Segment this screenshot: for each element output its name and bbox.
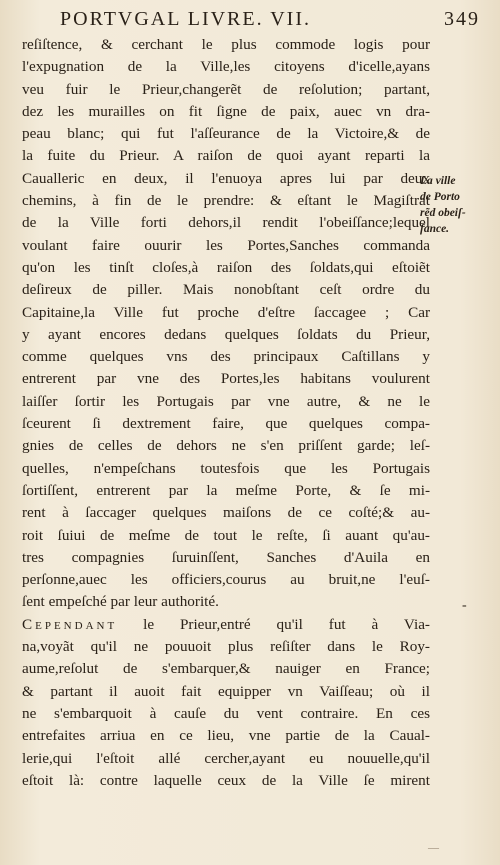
margin-note-line: ſance. [420, 223, 450, 235]
paragraph-first-line [22, 614, 430, 636]
page-number: 349 [444, 8, 480, 30]
text-line: entrerent par vne des Portes,les habitans voulurent [22, 370, 430, 388]
text-line: laiſſer ſortir les Portugais par vne autre, & ne le [22, 392, 430, 410]
text-line: Capitaine,la Ville fut proche d'eſtre ſaccagee ; Car [22, 303, 430, 321]
text-line: l'expugnation de la Ville,les citoyens d'icelle,ayans [22, 58, 430, 76]
text-line: Caualleric en deux, il l'enuoya apres lui par deux [22, 169, 430, 187]
running-title: PORTVGAL LIVRE. VII. [60, 8, 312, 30]
text-line: de la Ville forti dehors,il rendit l'obeiſſance;lequel [22, 214, 430, 232]
running-head [60, 8, 480, 32]
text-line: ne s'embarquoit à cauſe du vent contraire. En ces [22, 704, 430, 722]
text-line: ſent empeſché par leur authorité. [22, 593, 219, 611]
text-line: entrefaites arriua en ce lieu, vne partie de la Caual- [22, 727, 430, 745]
paragraph-opening-word: Cependant [22, 615, 118, 633]
text-line: perſonne,auec les officiers,courus au bruit,ne l'euſ- [22, 571, 430, 589]
text-line: deſireux de piller. Mais nonobſtant ceſt ordre du [22, 281, 430, 299]
text-line: aume,reſolut de s'embarquer,& nauiger en France; [22, 660, 430, 678]
text-line: peau blanc; qui fut l'aſſeurance de la Victoire,& de [22, 125, 430, 143]
margin-note [420, 173, 490, 237]
text-line: ſceurent ſi dextrement faire, que quelques compa- [22, 415, 430, 433]
margin-dash: - [462, 598, 467, 613]
margin-note-line: de Porto [420, 191, 460, 203]
text-line: & partant il auoit fait equipper vn Vaiſſeau; où il [22, 682, 430, 700]
text-line: comme quelques vns des principaux Caſtillans y [22, 348, 430, 366]
text-line: veu fuir le Prieur,changerẽt de reſolution; partant, [22, 80, 430, 98]
text-line: quelles, n'empeſchans toutesfois que les Portugais [22, 459, 430, 477]
text-line: lerie,qui l'eſtoit allé cercher,ayant eu nouuelle,qu'il [22, 749, 430, 767]
text-line: voulant faire ouurir les Portes,Sanches commanda [22, 236, 430, 254]
body-text [22, 34, 430, 792]
text-line: la fuite du Prieur. A raiſon de quoi ayant reparti la [22, 147, 430, 165]
text-line: qu'on les tinſt cloſes,à raiſon des ſoldats,qui eſtoiẽt [22, 258, 430, 276]
text-line: gnies de celles de dehors ne s'en priſſent garde; leſ- [22, 437, 430, 455]
text-line: roit ſuiui de meſme de tout le reſte, ſi auant qu'au- [22, 526, 430, 544]
margin-note-line: La ville [420, 175, 456, 187]
text-line: y ayant encores dedans quelques ſoldats du Prieur, [22, 325, 430, 343]
margin-note-line: rẽd obeiſ- [420, 207, 466, 219]
text-line: na,voyãt qu'il ne pouuoit plus reſiſter dans le Roy- [22, 638, 430, 656]
text-line: tres compagnies ſuruinſſent, Sanches d'Auila en [22, 548, 430, 566]
text-line: rent à ſaccager quelques maiſons de ce coſté;& au- [22, 504, 430, 522]
text-line: eſtoit là: contre laquelle ceux de la Ville ſe mirent [22, 771, 430, 789]
text-line: reſiſtence, & cerchant le plus commode logis pour [22, 36, 430, 53]
text-line: chemins, à fin de le prendre: & eſtant le Magiſtrat [22, 192, 430, 210]
paragraph-first-line-text: le Prieur,entré qu'il fut à Via- [143, 615, 430, 633]
corner-mark: — [428, 842, 439, 854]
text-line: dez les murailles on fit ſigne de paix, auec vn dra- [22, 102, 430, 120]
text-line: ſortiſſent, entrerent par la meſme Porte, & ſe mi- [22, 481, 430, 499]
